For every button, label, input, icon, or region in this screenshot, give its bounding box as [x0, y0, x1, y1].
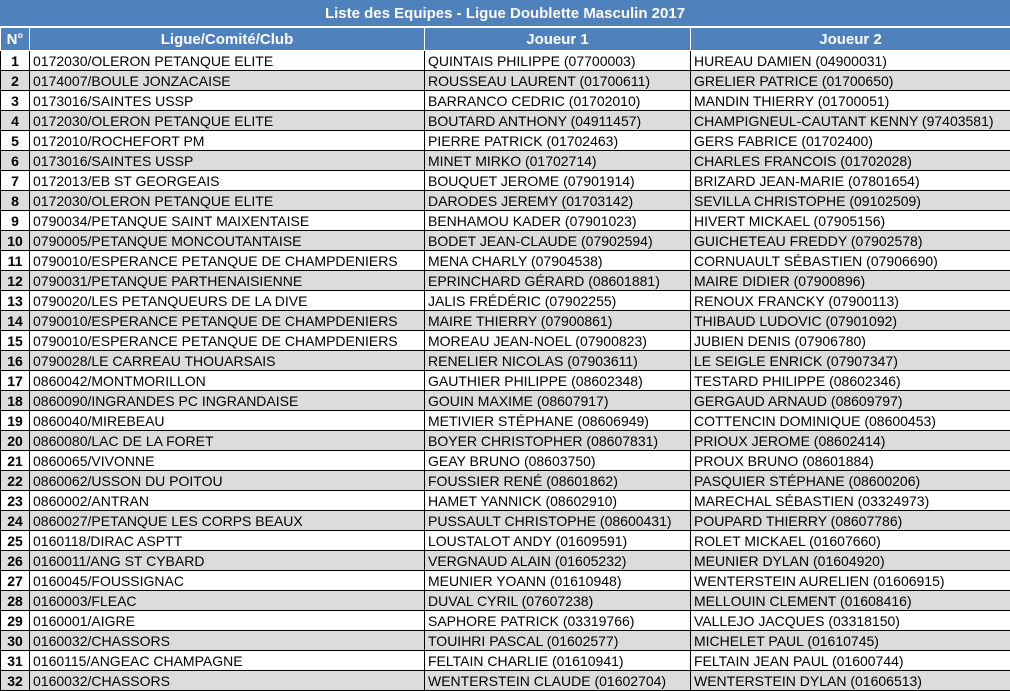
joueur1-cell[interactable]: MINET MIRKO (01702714) [425, 151, 691, 171]
joueur1-cell[interactable]: BOYER CHRISTOPHER (08607831) [425, 431, 691, 451]
club-cell[interactable]: 0160001/AIGRE [30, 611, 425, 631]
sheet-title: Liste des Equipes - Ligue Doublette Masculin 2017 [0, 0, 1010, 27]
club-cell[interactable]: 0860027/PETANQUE LES CORPS BEAUX [30, 511, 425, 531]
joueur2-cell[interactable]: RENOUX FRANCKY (07900113) [691, 291, 1010, 311]
joueur2-cell[interactable]: SEVILLA CHRISTOPHE (09102509) [691, 191, 1010, 211]
joueur2-cell[interactable]: PROUX BRUNO (08601884) [691, 451, 1010, 471]
row-number-cell[interactable]: 5 [1, 131, 30, 151]
table-row [1, 51, 1010, 71]
club-cell[interactable]: 0790005/PETANQUE MONCOUTANTAISE [30, 231, 425, 251]
club-cell[interactable]: 0172030/OLERON PETANQUE ELITE [30, 111, 425, 131]
header-num[interactable]: N° [1, 28, 30, 51]
joueur1-cell[interactable]: METIVIER STÉPHANE (08606949) [425, 411, 691, 431]
club-cell[interactable]: 0790028/LE CARREAU THOUARSAIS [30, 351, 425, 371]
table-row [1, 111, 1010, 131]
joueur1-cell[interactable]: BOUQUET JEROME (07901914) [425, 171, 691, 191]
teams-table [0, 27, 1010, 691]
table-row [1, 451, 1010, 471]
joueur1-cell[interactable]: LOUSTALOT ANDY (01609591) [425, 531, 691, 551]
club-cell[interactable]: 0160118/DIRAC ASPTT [30, 531, 425, 551]
joueur1-cell[interactable]: FELTAIN CHARLIE (01610941) [425, 651, 691, 671]
table-row [1, 471, 1010, 491]
joueur1-cell[interactable]: HAMET YANNICK (08602910) [425, 491, 691, 511]
joueur2-cell[interactable]: MARECHAL SÉBASTIEN (03324973) [691, 491, 1010, 511]
table-row [1, 371, 1010, 391]
joueur1-cell[interactable]: QUINTAIS PHILIPPE (07700003) [425, 51, 691, 71]
table-row [1, 351, 1010, 371]
joueur2-cell[interactable]: PASQUIER STÉPHANE (08600206) [691, 471, 1010, 491]
row-number-cell[interactable]: 29 [1, 611, 30, 631]
joueur2-cell[interactable]: BRIZARD JEAN-MARIE (07801654) [691, 171, 1010, 191]
row-number-cell[interactable]: 27 [1, 571, 30, 591]
joueur2-cell[interactable]: LE SEIGLE ENRICK (07907347) [691, 351, 1010, 371]
joueur1-cell[interactable]: PIERRE PATRICK (01702463) [425, 131, 691, 151]
table-row [1, 611, 1010, 631]
table-row [1, 311, 1010, 331]
joueur2-cell[interactable]: HUREAU DAMIEN (04900031) [691, 51, 1010, 71]
row-number-cell[interactable]: 10 [1, 231, 30, 251]
joueur1-cell[interactable]: BARRANCO CEDRIC (01702010) [425, 91, 691, 111]
joueur1-cell[interactable]: WENTERSTEIN CLAUDE (01602704) [425, 671, 691, 691]
table-row [1, 71, 1010, 91]
joueur2-cell[interactable]: CHARLES FRANCOIS (01702028) [691, 151, 1010, 171]
row-number-cell[interactable]: 20 [1, 431, 30, 451]
table-row [1, 191, 1010, 211]
joueur2-cell[interactable]: MELLOUIN CLEMENT (01608416) [691, 591, 1010, 611]
header-joueur2[interactable]: Joueur 2 [691, 28, 1010, 51]
row-number-cell[interactable]: 13 [1, 291, 30, 311]
club-cell[interactable]: 0173016/SAINTES USSP [30, 151, 425, 171]
joueur1-cell[interactable]: MEUNIER YOANN (01610948) [425, 571, 691, 591]
row-number-cell[interactable]: 11 [1, 251, 30, 271]
joueur1-cell[interactable]: RENELIER NICOLAS (07903611) [425, 351, 691, 371]
table-row [1, 391, 1010, 411]
joueur1-cell[interactable]: PUSSAULT CHRISTOPHE (08600431) [425, 511, 691, 531]
club-cell[interactable]: 0790034/PETANQUE SAINT MAIXENTAISE [30, 211, 425, 231]
row-number-cell[interactable]: 14 [1, 311, 30, 331]
header-row [1, 28, 1010, 51]
joueur2-cell[interactable]: MEUNIER DYLAN (01604920) [691, 551, 1010, 571]
row-number-cell[interactable]: 9 [1, 211, 30, 231]
table-row [1, 271, 1010, 291]
joueur1-cell[interactable]: DUVAL CYRIL (07607238) [425, 591, 691, 611]
club-cell[interactable]: 0860065/VIVONNE [30, 451, 425, 471]
row-number-cell[interactable]: 23 [1, 491, 30, 511]
club-cell[interactable]: 0860090/INGRANDES PC INGRANDAISE [30, 391, 425, 411]
row-number-cell[interactable]: 24 [1, 511, 30, 531]
club-cell[interactable]: 0160011/ANG ST CYBARD [30, 551, 425, 571]
header-joueur1[interactable]: Joueur 1 [425, 28, 691, 51]
table-row [1, 291, 1010, 311]
club-cell[interactable]: 0160003/FLEAC [30, 591, 425, 611]
joueur2-cell[interactable]: CHAMPIGNEUL-CAUTANT KENNY (97403581) [691, 111, 1010, 131]
table-row [1, 431, 1010, 451]
club-cell[interactable]: 0172010/ROCHEFORT PM [30, 131, 425, 151]
club-cell[interactable]: 0790020/LES PETANQUEURS DE LA DIVE [30, 291, 425, 311]
joueur2-cell[interactable]: CORNUAULT SÉBASTIEN (07906690) [691, 251, 1010, 271]
joueur1-cell[interactable]: MOREAU JEAN-NOEL (07900823) [425, 331, 691, 351]
row-number-cell[interactable]: 25 [1, 531, 30, 551]
table-row [1, 651, 1010, 671]
club-cell[interactable]: 0172030/OLERON PETANQUE ELITE [30, 51, 425, 71]
joueur2-cell[interactable]: POUPARD THIERRY (08607786) [691, 511, 1010, 531]
joueur2-cell[interactable]: TESTARD PHILIPPE (08602346) [691, 371, 1010, 391]
row-number-cell[interactable]: 3 [1, 91, 30, 111]
table-row [1, 531, 1010, 551]
row-number-cell[interactable]: 15 [1, 331, 30, 351]
joueur1-cell[interactable]: GOUIN MAXIME (08607917) [425, 391, 691, 411]
club-cell[interactable]: 0790010/ESPERANCE PETANQUE DE CHAMPDENIERS [30, 311, 425, 331]
row-number-cell[interactable]: 30 [1, 631, 30, 651]
table-row [1, 151, 1010, 171]
joueur2-cell[interactable]: ROLET MICKAEL (01607660) [691, 531, 1010, 551]
joueur2-cell[interactable]: HIVERT MICKAEL (07905156) [691, 211, 1010, 231]
joueur2-cell[interactable]: GUICHETEAU FREDDY (07902578) [691, 231, 1010, 251]
joueur2-cell[interactable]: MANDIN THIERRY (01700051) [691, 91, 1010, 111]
joueur1-cell[interactable]: JALIS FRÉDÉRIC (07902255) [425, 291, 691, 311]
row-number-cell[interactable]: 26 [1, 551, 30, 571]
joueur1-cell[interactable]: GEAY BRUNO (08603750) [425, 451, 691, 471]
club-cell[interactable]: 0174007/BOULE JONZACAISE [30, 71, 425, 91]
club-cell[interactable]: 0860002/ANTRAN [30, 491, 425, 511]
table-row [1, 571, 1010, 591]
club-cell[interactable]: 0160115/ANGEAC CHAMPAGNE [30, 651, 425, 671]
row-number-cell[interactable]: 8 [1, 191, 30, 211]
joueur1-cell[interactable]: EPRINCHARD GÉRARD (08601881) [425, 271, 691, 291]
joueur1-cell[interactable]: DARODES JEREMY (01703142) [425, 191, 691, 211]
table-row [1, 131, 1010, 151]
joueur2-cell[interactable]: GERS FABRICE (01702400) [691, 131, 1010, 151]
joueur2-cell[interactable]: VALLEJO JACQUES (03318150) [691, 611, 1010, 631]
joueur1-cell[interactable]: TOUIHRI PASCAL (01602577) [425, 631, 691, 651]
joueur2-cell[interactable]: MICHELET PAUL (01610745) [691, 631, 1010, 651]
row-number-cell[interactable]: 31 [1, 651, 30, 671]
club-cell[interactable]: 0173016/SAINTES USSP [30, 91, 425, 111]
row-number-cell[interactable]: 22 [1, 471, 30, 491]
joueur1-cell[interactable]: FOUSSIER RENÉ (08601862) [425, 471, 691, 491]
club-cell[interactable]: 0160045/FOUSSIGNAC [30, 571, 425, 591]
club-cell[interactable]: 0160032/CHASSORS [30, 631, 425, 651]
row-number-cell[interactable]: 18 [1, 391, 30, 411]
club-cell[interactable]: 0860040/MIREBEAU [30, 411, 425, 431]
joueur1-cell[interactable]: BOUTARD ANTHONY (04911457) [425, 111, 691, 131]
row-number-cell[interactable]: 2 [1, 71, 30, 91]
table-row [1, 551, 1010, 571]
table-row [1, 331, 1010, 351]
row-number-cell[interactable]: 7 [1, 171, 30, 191]
joueur1-cell[interactable]: BODET JEAN-CLAUDE (07902594) [425, 231, 691, 251]
row-number-cell[interactable]: 1 [1, 51, 30, 71]
joueur1-cell[interactable]: MAIRE THIERRY (07900861) [425, 311, 691, 331]
joueur1-cell[interactable]: VERGNAUD ALAIN (01605232) [425, 551, 691, 571]
club-cell[interactable]: 0790031/PETANQUE PARTHENAISIENNE [30, 271, 425, 291]
club-cell[interactable]: 0790010/ESPERANCE PETANQUE DE CHAMPDENIERS [30, 251, 425, 271]
joueur1-cell[interactable]: BENHAMOU KADER (07901023) [425, 211, 691, 231]
joueur1-cell[interactable]: ROUSSEAU LAURENT (01700611) [425, 71, 691, 91]
table-row [1, 231, 1010, 251]
club-cell[interactable]: 0860080/LAC DE LA FORET [30, 431, 425, 451]
joueur2-cell[interactable]: THIBAUD LUDOVIC (07901092) [691, 311, 1010, 331]
club-cell[interactable]: 0172013/EB ST GEORGEAIS [30, 171, 425, 191]
joueur2-cell[interactable]: GRELIER PATRICE (01700650) [691, 71, 1010, 91]
row-number-cell[interactable]: 17 [1, 371, 30, 391]
row-number-cell[interactable]: 4 [1, 111, 30, 131]
joueur2-cell[interactable]: PRIOUX JEROME (08602414) [691, 431, 1010, 451]
table-row [1, 91, 1010, 111]
joueur2-cell[interactable]: JUBIEN DENIS (07906780) [691, 331, 1010, 351]
club-cell[interactable]: 0860042/MONTMORILLON [30, 371, 425, 391]
table-row [1, 591, 1010, 611]
joueur2-cell[interactable]: MAIRE DIDIER (07900896) [691, 271, 1010, 291]
table-row [1, 631, 1010, 651]
table-row [1, 251, 1010, 271]
row-number-cell[interactable]: 16 [1, 351, 30, 371]
joueur2-cell[interactable]: FELTAIN JEAN PAUL (01600744) [691, 651, 1010, 671]
table-row [1, 171, 1010, 191]
row-number-cell[interactable]: 19 [1, 411, 30, 431]
row-number-cell[interactable]: 21 [1, 451, 30, 471]
joueur1-cell[interactable]: MENA CHARLY (07904538) [425, 251, 691, 271]
row-number-cell[interactable]: 28 [1, 591, 30, 611]
row-number-cell[interactable]: 12 [1, 271, 30, 291]
row-number-cell[interactable]: 32 [1, 671, 30, 691]
table-row [1, 411, 1010, 431]
table-row [1, 671, 1010, 691]
joueur1-cell[interactable]: SAPHORE PATRICK (03319766) [425, 611, 691, 631]
teams-table-body [1, 51, 1010, 691]
joueur2-cell[interactable]: COTTENCIN DOMINIQUE (08600453) [691, 411, 1010, 431]
header-club[interactable]: Ligue/Comité/Club [30, 28, 425, 51]
joueur2-cell[interactable]: WENTERSTEIN DYLAN (01606513) [691, 671, 1010, 691]
table-row [1, 211, 1010, 231]
club-cell[interactable]: 0160032/CHASSORS [30, 671, 425, 691]
club-cell[interactable]: 0172030/OLERON PETANQUE ELITE [30, 191, 425, 211]
row-number-cell[interactable]: 6 [1, 151, 30, 171]
joueur1-cell[interactable]: GAUTHIER PHILIPPE (08602348) [425, 371, 691, 391]
club-cell[interactable]: 0790010/ESPERANCE PETANQUE DE CHAMPDENIERS [30, 331, 425, 351]
table-row [1, 511, 1010, 531]
club-cell[interactable]: 0860062/USSON DU POITOU [30, 471, 425, 491]
joueur2-cell[interactable]: GERGAUD ARNAUD (08609797) [691, 391, 1010, 411]
joueur2-cell[interactable]: WENTERSTEIN AURELIEN (01606915) [691, 571, 1010, 591]
table-row [1, 491, 1010, 511]
